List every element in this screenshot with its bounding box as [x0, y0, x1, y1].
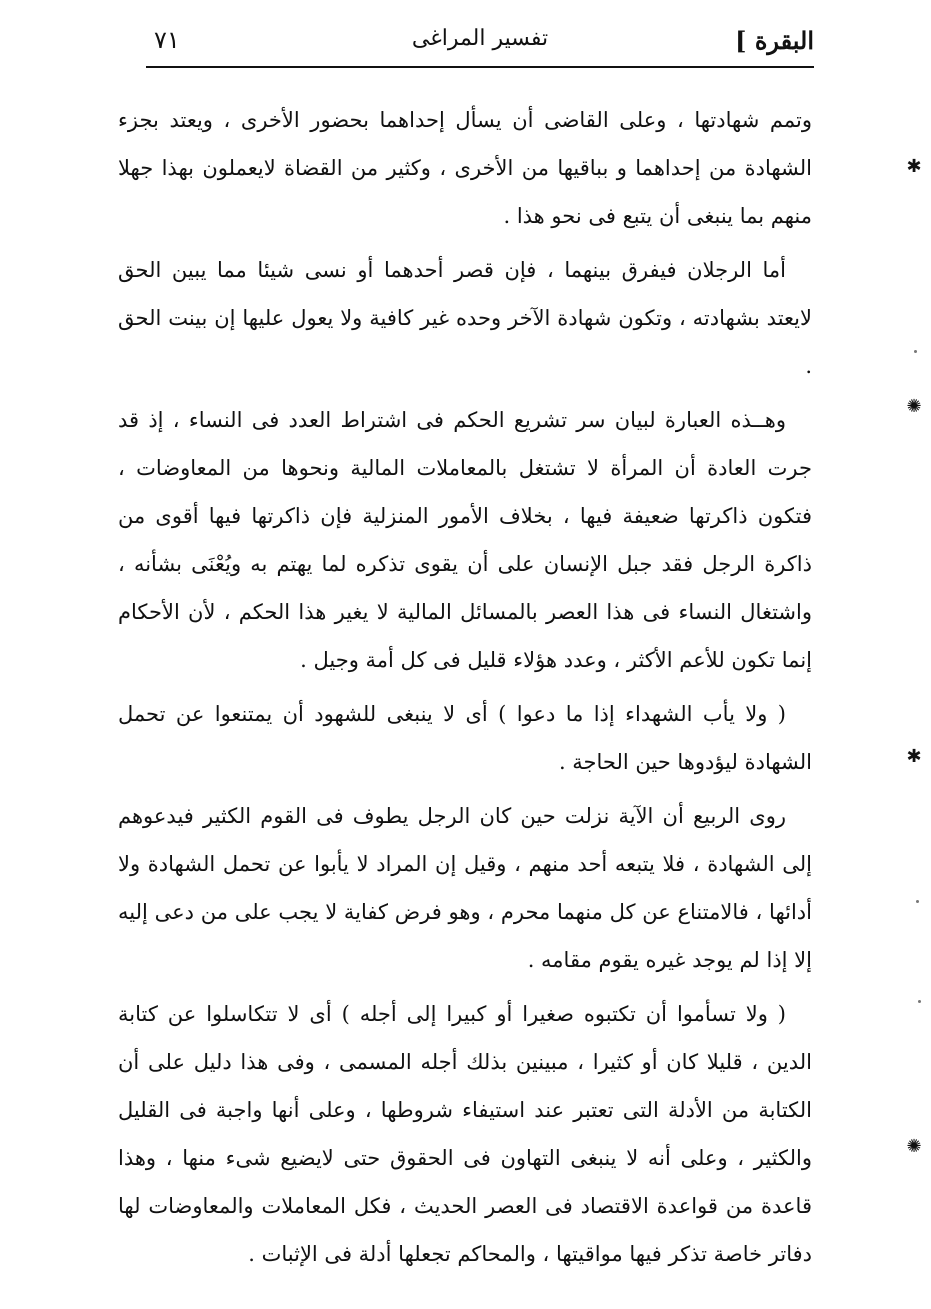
- paragraph-1: وتمم شهادتها ، وعلى القاضى أن يسأل إحداهما بحضور الأخرى ، ويعتد بجزء الشهادة من إحداهما و بباقيها من الأخرى ، وكثير من القضاة لايعملون بهذا جهلا منهم بما ينبغى أن يتبع فى نحو هذا .: [118, 108, 812, 228]
- scan-speck: [914, 350, 917, 353]
- paragraph-4: ( ولا يأب الشهداء إذا ما دعوا ) أى لا ينبغى للشهود أن يمتنعوا عن تحمل الشهادة ليؤدوها حين الحاجة .: [118, 702, 812, 774]
- paragraph-6: ( ولا تسأموا أن تكتبوه صغيرا أو كبيرا إلى أجله ) أى لا تتكاسلوا عن كتابة الدين ، قليلا كان أو كثيرا ، مبينين بذلك أجله المسمى ، وفى هذا دليل على أن الكتابة من الأدلة التى تعتبر عند استيفاء شروطها ، وعلى أنها واجبة فى القليل والكثير ، وعلى أنه لا ينبغى التهاون فى الحقوق حتى لايضيع شىء منها ، وهذا قاعدة من قواعدة الاقتصاد فى العصر الحديث ، فكل المعاملات والمعاوضات لها دفاتر خاصة تذكر فيها مواقيتها ، والمحاكم تجعلها أدلة فى الإثبات .: [118, 1002, 812, 1266]
- page-body: [118, 96, 812, 1284]
- ornament-mark-icon: ✺: [906, 1136, 922, 1157]
- header-rule: [146, 66, 814, 68]
- paragraph-2: أما الرجلان فيفرق بينهما ، فإن قصر أحدهما أو نسى شيئا مما يبين الحق لايعتد بشهادته ، وتكون شهادة الآخر وحده غير كافية ولا يعول عليها إن بينت الحق .: [118, 258, 812, 378]
- paragraph-5: روى الربيع أن الآية نزلت حين كان الرجل يطوف فى القوم الكثير فيدعوهم إلى الشهادة ، فلا يتبعه أحد منهم ، وقيل إن المراد لا يأبوا عن تحمل الشهادة ولا أدائها ، فالامتناع عن كل منهما محرم ، وهو فرض كفاية لا يجب على من دعى إليه إلا إذا لم يوجد غيره يقوم مقامه .: [118, 804, 812, 972]
- surah-name: البقرة ]: [735, 26, 814, 55]
- page-header: [146, 22, 814, 66]
- paragraph-3: وهــذه العبارة لبيان سر تشريع الحكم فى اشتراط العدد فى النساء ، إذ قد جرت العادة أن المرأة لا تشتغل بالمعاملات المالية ونحوها من المعاوضات ، فتكون ذاكرتها ضعيفة فيها ، بخلاف الأمور المنزلية فإن ذاكرتها فيها أقوى من ذاكرة الرجل فقد جبل الإنسان على أن يقوى تذكره لما يهتم به ويُعْنَى بشأنه ، واشتغال النساء فى هذا العصر بالمسائل المالية لا يغير هذا الحكم ، لأن الأحكام إنما تكون للأعم الأكثر ، وعدد هؤلاء قليل فى كل أمة وجيل .: [118, 408, 812, 672]
- ornament-mark-icon: ✱: [906, 746, 922, 767]
- book-title: تفسير المراغى: [411, 26, 549, 51]
- ornament-mark-icon: ✱: [906, 156, 922, 177]
- page-number: ٧١: [154, 26, 180, 54]
- scan-speck: [918, 1000, 921, 1003]
- scan-speck: [916, 900, 919, 903]
- ornament-mark-icon: ✺: [906, 396, 922, 417]
